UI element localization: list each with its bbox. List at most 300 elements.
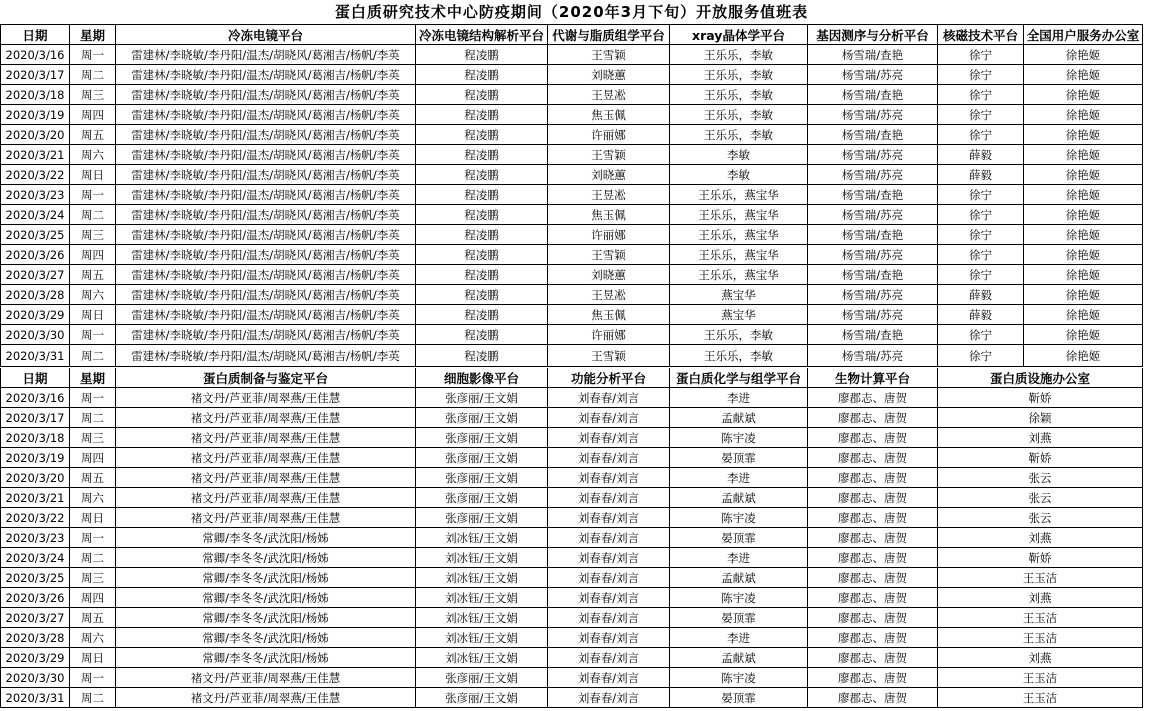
table-cell[interactable]: 褚文丹/芦亚菲/周翠燕/王佳慧 bbox=[116, 388, 416, 408]
lower-header-cell[interactable]: 功能分析平台 bbox=[548, 368, 670, 388]
table-cell[interactable]: 2020/3/19 bbox=[0, 105, 70, 125]
table-cell[interactable]: 陈宇凌 bbox=[670, 508, 808, 528]
table-cell[interactable]: 杨雪瑞/苏亮 bbox=[808, 345, 938, 367]
lower-header-cell[interactable]: 蛋白质设施办公室 bbox=[938, 368, 1143, 388]
table-cell[interactable]: 陈宇凌 bbox=[670, 668, 808, 688]
table-cell[interactable]: 王乐乐，李敏 bbox=[670, 85, 808, 105]
table-row bbox=[0, 668, 1143, 688]
table-cell[interactable]: 常卿/李冬冬/武沈阳/杨姊 bbox=[116, 608, 416, 628]
table-cell[interactable]: 焦玉佩 bbox=[548, 305, 670, 325]
table-cell[interactable]: 褚文丹/芦亚菲/周翠燕/王佳慧 bbox=[116, 428, 416, 448]
table-cell[interactable]: 王玉洁 bbox=[938, 628, 1143, 648]
table-cell[interactable]: 雷建林/李晓敏/李丹阳/温杰/胡晓风/葛湘吉/杨帆/李英 bbox=[116, 145, 416, 165]
table-cell[interactable]: 2020/3/29 bbox=[0, 305, 70, 325]
upper-header-cell[interactable]: 核磁技术平台 bbox=[938, 25, 1024, 45]
table-cell[interactable]: 张云 bbox=[938, 508, 1143, 528]
table-cell[interactable]: 徐艳姬 bbox=[1024, 145, 1143, 165]
table-cell[interactable]: 晏顶霏 bbox=[670, 608, 808, 628]
table-cell[interactable]: 刘春春/刘言 bbox=[548, 508, 670, 528]
table-cell[interactable]: 薛毅 bbox=[938, 145, 1024, 165]
table-cell[interactable]: 杨雪瑞/查艳 bbox=[808, 185, 938, 205]
table-cell[interactable]: 靳娇 bbox=[938, 548, 1143, 568]
table-cell[interactable]: 廖郡志、唐贺 bbox=[808, 628, 938, 648]
table-cell[interactable]: 周二 bbox=[70, 345, 116, 367]
table-cell[interactable]: 褚文丹/芦亚菲/周翠燕/王佳慧 bbox=[116, 668, 416, 688]
table-cell[interactable]: 周三 bbox=[70, 225, 116, 245]
table-cell[interactable]: 2020/3/26 bbox=[0, 245, 70, 265]
table-cell[interactable]: 晏顶霏 bbox=[670, 528, 808, 548]
table-cell[interactable]: 周五 bbox=[70, 468, 116, 488]
table-cell[interactable]: 刘冰钰/王文娟 bbox=[416, 548, 548, 568]
table-cell[interactable]: 徐艳姬 bbox=[1024, 225, 1143, 245]
lower-header-cell[interactable]: 生物计算平台 bbox=[808, 368, 938, 388]
table-cell[interactable]: 雷建林/李晓敏/李丹阳/温杰/胡晓风/葛湘吉/杨帆/李英 bbox=[116, 225, 416, 245]
table-cell[interactable]: 王乐乐，燕宝华 bbox=[670, 245, 808, 265]
table-cell[interactable]: 杨雪瑞/查艳 bbox=[808, 325, 938, 345]
table-cell[interactable]: 王雪颖 bbox=[548, 45, 670, 65]
table-cell[interactable]: 王乐乐，燕宝华 bbox=[670, 225, 808, 245]
table-cell[interactable]: 2020/3/18 bbox=[0, 85, 70, 105]
table-cell[interactable]: 徐宁 bbox=[938, 345, 1024, 367]
table-cell[interactable]: 刘冰钰/王文娟 bbox=[416, 568, 548, 588]
table-cell[interactable]: 2020/3/27 bbox=[0, 265, 70, 285]
upper-header-cell[interactable]: 日期 bbox=[0, 25, 70, 45]
table-cell[interactable]: 王乐乐，燕宝华 bbox=[670, 205, 808, 225]
table-cell[interactable]: 王昱凇 bbox=[548, 185, 670, 205]
table-cell[interactable]: 许丽娜 bbox=[548, 325, 670, 345]
table-cell[interactable]: 王乐乐，燕宝华 bbox=[670, 265, 808, 285]
table-cell[interactable]: 刘冰钰/王文娟 bbox=[416, 588, 548, 608]
table-cell[interactable]: 2020/3/20 bbox=[0, 468, 70, 488]
table-cell[interactable]: 常卿/李冬冬/武沈阳/杨姊 bbox=[116, 548, 416, 568]
table-cell[interactable]: 杨雪瑞/苏亮 bbox=[808, 105, 938, 125]
table-cell[interactable]: 雷建林/李晓敏/李丹阳/温杰/胡晓风/葛湘吉/杨帆/李英 bbox=[116, 245, 416, 265]
upper-header-cell[interactable]: 基因测序与分析平台 bbox=[808, 25, 938, 45]
table-cell[interactable]: 王雪颖 bbox=[548, 145, 670, 165]
table-cell[interactable]: 杨雪瑞/查艳 bbox=[808, 45, 938, 65]
table-cell[interactable]: 2020/3/31 bbox=[0, 345, 70, 367]
table-cell[interactable]: 刘春春/刘言 bbox=[548, 668, 670, 688]
table-cell[interactable]: 程凌鹏 bbox=[416, 105, 548, 125]
table-cell[interactable]: 刘春春/刘言 bbox=[548, 628, 670, 648]
table-cell[interactable]: 程凌鹏 bbox=[416, 325, 548, 345]
table-cell[interactable]: 雷建林/李晓敏/李丹阳/温杰/胡晓风/葛湘吉/杨帆/李英 bbox=[116, 325, 416, 345]
table-cell[interactable]: 廖郡志、唐贺 bbox=[808, 388, 938, 408]
table-cell[interactable]: 徐艳姬 bbox=[1024, 45, 1143, 65]
table-cell[interactable]: 王乐乐，李敏 bbox=[670, 325, 808, 345]
table-cell[interactable]: 周四 bbox=[70, 448, 116, 468]
table-cell[interactable]: 2020/3/25 bbox=[0, 225, 70, 245]
table-cell[interactable]: 周三 bbox=[70, 428, 116, 448]
table-cell[interactable]: 周日 bbox=[70, 165, 116, 185]
table-cell[interactable]: 徐宁 bbox=[938, 125, 1024, 145]
table-cell[interactable]: 廖郡志、唐贺 bbox=[808, 548, 938, 568]
table-cell[interactable]: 王玉洁 bbox=[938, 688, 1143, 708]
table-cell[interactable]: 晏顶霏 bbox=[670, 448, 808, 468]
table-cell[interactable]: 刘春春/刘言 bbox=[548, 408, 670, 428]
table-cell[interactable]: 王雪颖 bbox=[548, 345, 670, 367]
table-cell[interactable]: 徐艳姬 bbox=[1024, 125, 1143, 145]
table-row bbox=[0, 388, 1143, 408]
table-cell[interactable]: 廖郡志、唐贺 bbox=[808, 528, 938, 548]
table-row bbox=[0, 205, 1143, 225]
table-cell[interactable]: 刘春春/刘言 bbox=[548, 468, 670, 488]
table-cell[interactable]: 周日 bbox=[70, 305, 116, 325]
table-cell[interactable]: 靳娇 bbox=[938, 448, 1143, 468]
table-cell[interactable]: 徐艳姬 bbox=[1024, 325, 1143, 345]
table-cell[interactable]: 2020/3/25 bbox=[0, 568, 70, 588]
table-cell[interactable]: 徐宁 bbox=[938, 85, 1024, 105]
table-cell[interactable]: 刘燕 bbox=[938, 428, 1143, 448]
lower-header-cell[interactable]: 日期 bbox=[0, 368, 70, 388]
table-cell[interactable]: 2020/3/16 bbox=[0, 388, 70, 408]
table-row bbox=[0, 145, 1143, 165]
table-cell[interactable]: 周四 bbox=[70, 588, 116, 608]
sheet-title[interactable]: 蛋白质研究技术中心防疫期间（2020年3月下旬）开放服务值班表 bbox=[334, 3, 809, 21]
table-cell[interactable]: 刘春春/刘言 bbox=[548, 688, 670, 708]
table-cell[interactable]: 雷建林/李晓敏/李丹阳/温杰/胡晓风/葛湘吉/杨帆/李英 bbox=[116, 65, 416, 85]
table-cell[interactable]: 孟献斌 bbox=[670, 488, 808, 508]
table-cell[interactable]: 徐艳姬 bbox=[1024, 285, 1143, 305]
table-cell[interactable]: 周一 bbox=[70, 45, 116, 65]
table-cell[interactable]: 徐艳姬 bbox=[1024, 245, 1143, 265]
table-cell[interactable]: 刘春春/刘言 bbox=[548, 588, 670, 608]
table-cell[interactable]: 刘冰钰/王文娟 bbox=[416, 608, 548, 628]
table-cell[interactable]: 徐艳姬 bbox=[1024, 345, 1143, 367]
table-cell[interactable]: 徐宁 bbox=[938, 185, 1024, 205]
table-cell[interactable]: 2020/3/23 bbox=[0, 528, 70, 548]
table-cell[interactable]: 2020/3/30 bbox=[0, 325, 70, 345]
table-cell[interactable]: 常卿/李冬冬/武沈阳/杨姊 bbox=[116, 568, 416, 588]
table-cell[interactable]: 杨雪瑞/查艳 bbox=[808, 85, 938, 105]
table-cell[interactable]: 雷建林/李晓敏/李丹阳/温杰/胡晓风/葛湘吉/杨帆/李英 bbox=[116, 45, 416, 65]
table-cell[interactable]: 雷建林/李晓敏/李丹阳/温杰/胡晓风/葛湘吉/杨帆/李英 bbox=[116, 185, 416, 205]
table-cell[interactable]: 常卿/李冬冬/武沈阳/杨姊 bbox=[116, 588, 416, 608]
table-cell[interactable]: 焦玉佩 bbox=[548, 105, 670, 125]
table-cell[interactable]: 张彦丽/王文娟 bbox=[416, 488, 548, 508]
table-cell[interactable]: 雷建林/李晓敏/李丹阳/温杰/胡晓风/葛湘吉/杨帆/李英 bbox=[116, 285, 416, 305]
table-cell[interactable]: 杨雪瑞/苏亮 bbox=[808, 65, 938, 85]
table-cell[interactable]: 徐艳姬 bbox=[1024, 205, 1143, 225]
table-cell[interactable]: 徐宁 bbox=[938, 245, 1024, 265]
table-cell[interactable]: 周三 bbox=[70, 85, 116, 105]
table-cell[interactable]: 刘春春/刘言 bbox=[548, 548, 670, 568]
table-cell[interactable]: 周一 bbox=[70, 668, 116, 688]
table-cell[interactable]: 雷建林/李晓敏/李丹阳/温杰/胡晓风/葛湘吉/杨帆/李英 bbox=[116, 125, 416, 145]
table-cell[interactable]: 王玉洁 bbox=[938, 668, 1143, 688]
table-row bbox=[0, 448, 1143, 468]
table-cell[interactable]: 周一 bbox=[70, 185, 116, 205]
table-cell[interactable]: 刘春春/刘言 bbox=[548, 388, 670, 408]
table-cell[interactable]: 周六 bbox=[70, 628, 116, 648]
table-cell[interactable]: 2020/3/18 bbox=[0, 428, 70, 448]
table-cell[interactable]: 雷建林/李晓敏/李丹阳/温杰/胡晓风/葛湘吉/杨帆/李英 bbox=[116, 305, 416, 325]
table-cell[interactable]: 薛毅 bbox=[938, 305, 1024, 325]
table-cell[interactable]: 周二 bbox=[70, 65, 116, 85]
table-cell[interactable]: 廖郡志、唐贺 bbox=[808, 408, 938, 428]
table-cell[interactable]: 2020/3/17 bbox=[0, 408, 70, 428]
upper-header-cell[interactable]: xray晶体学平台 bbox=[670, 25, 808, 45]
table-cell[interactable]: 雷建林/李晓敏/李丹阳/温杰/胡晓风/葛湘吉/杨帆/李英 bbox=[116, 165, 416, 185]
table-cell[interactable]: 徐艳姬 bbox=[1024, 105, 1143, 125]
table-cell[interactable]: 徐艳姬 bbox=[1024, 185, 1143, 205]
table-row bbox=[0, 628, 1143, 648]
table-cell[interactable]: 焦玉佩 bbox=[548, 205, 670, 225]
table-cell[interactable]: 王乐乐，李敏 bbox=[670, 45, 808, 65]
table-row bbox=[0, 548, 1143, 568]
table-cell[interactable]: 周六 bbox=[70, 145, 116, 165]
upper-header-cell[interactable]: 全国用户服务办公室 bbox=[1024, 25, 1143, 45]
table-cell[interactable]: 程凌鹏 bbox=[416, 165, 548, 185]
table-cell[interactable]: 廖郡志、唐贺 bbox=[808, 688, 938, 708]
table-cell[interactable]: 2020/3/17 bbox=[0, 65, 70, 85]
table-cell[interactable]: 程凌鹏 bbox=[416, 145, 548, 165]
table-cell[interactable]: 刘春春/刘言 bbox=[548, 648, 670, 668]
table-cell[interactable]: 徐宁 bbox=[938, 325, 1024, 345]
table-cell[interactable]: 刘春春/刘言 bbox=[548, 448, 670, 468]
table-cell[interactable]: 程凌鹏 bbox=[416, 185, 548, 205]
table-cell[interactable]: 徐宁 bbox=[938, 45, 1024, 65]
table-cell[interactable]: 廖郡志、唐贺 bbox=[808, 468, 938, 488]
table-cell[interactable]: 周五 bbox=[70, 265, 116, 285]
table-cell[interactable]: 2020/3/31 bbox=[0, 688, 70, 708]
table-cell[interactable]: 徐宁 bbox=[938, 205, 1024, 225]
table-row bbox=[0, 648, 1143, 668]
table-cell[interactable]: 刘春春/刘言 bbox=[548, 428, 670, 448]
table-cell[interactable]: 程凌鹏 bbox=[416, 345, 548, 367]
table-cell[interactable]: 李敏 bbox=[670, 165, 808, 185]
table-cell[interactable]: 周五 bbox=[70, 125, 116, 145]
table-cell[interactable]: 王乐乐，李敏 bbox=[670, 345, 808, 367]
table-cell[interactable]: 陈宇凌 bbox=[670, 428, 808, 448]
table-cell[interactable]: 徐艳姬 bbox=[1024, 85, 1143, 105]
table-cell[interactable]: 王乐乐，李敏 bbox=[670, 125, 808, 145]
table-cell[interactable]: 杨雪瑞/苏亮 bbox=[808, 245, 938, 265]
table-cell[interactable]: 程凌鹏 bbox=[416, 205, 548, 225]
table-cell[interactable]: 许丽娜 bbox=[548, 125, 670, 145]
table-cell[interactable]: 2020/3/16 bbox=[0, 45, 70, 65]
table-cell[interactable]: 王玉洁 bbox=[938, 568, 1143, 588]
table-cell[interactable]: 张彦丽/王文娟 bbox=[416, 428, 548, 448]
table-cell[interactable]: 褚文丹/芦亚菲/周翠燕/王佳慧 bbox=[116, 488, 416, 508]
table-cell[interactable]: 王乐乐，燕宝华 bbox=[670, 185, 808, 205]
table-cell[interactable]: 张云 bbox=[938, 468, 1143, 488]
table-cell[interactable]: 雷建林/李晓敏/李丹阳/温杰/胡晓风/葛湘吉/杨帆/李英 bbox=[116, 265, 416, 285]
table-cell[interactable]: 徐艳姬 bbox=[1024, 165, 1143, 185]
table-cell[interactable]: 张彦丽/王文娟 bbox=[416, 668, 548, 688]
table-cell[interactable]: 刘春春/刘言 bbox=[548, 528, 670, 548]
table-cell[interactable]: 靳娇 bbox=[938, 388, 1143, 408]
table-cell[interactable]: 2020/3/29 bbox=[0, 648, 70, 668]
upper-header-cell[interactable]: 冷冻电镜结构解析平台 bbox=[416, 25, 548, 45]
table-cell[interactable]: 张云 bbox=[938, 488, 1143, 508]
table-cell[interactable]: 雷建林/李晓敏/李丹阳/温杰/胡晓风/葛湘吉/杨帆/李英 bbox=[116, 345, 416, 367]
table-cell[interactable]: 周二 bbox=[70, 205, 116, 225]
table-cell[interactable]: 褚文丹/芦亚菲/周翠燕/王佳慧 bbox=[116, 408, 416, 428]
table-cell[interactable]: 2020/3/24 bbox=[0, 205, 70, 225]
table-cell[interactable]: 廖郡志、唐贺 bbox=[808, 448, 938, 468]
table-cell[interactable]: 廖郡志、唐贺 bbox=[808, 588, 938, 608]
table-cell[interactable]: 杨雪瑞/苏亮 bbox=[808, 145, 938, 165]
lower-header-cell[interactable]: 星期 bbox=[70, 368, 116, 388]
upper-header-cell[interactable]: 代谢与脂质组学平台 bbox=[548, 25, 670, 45]
table-cell[interactable]: 程凌鹏 bbox=[416, 85, 548, 105]
table-cell[interactable]: 褚文丹/芦亚菲/周翠燕/王佳慧 bbox=[116, 468, 416, 488]
table-cell[interactable]: 刘冰钰/王文娟 bbox=[416, 628, 548, 648]
table-cell[interactable]: 2020/3/30 bbox=[0, 668, 70, 688]
table-cell[interactable]: 孟献斌 bbox=[670, 648, 808, 668]
table-cell[interactable]: 廖郡志、唐贺 bbox=[808, 568, 938, 588]
table-cell[interactable]: 周日 bbox=[70, 648, 116, 668]
table-cell[interactable]: 雷建林/李晓敏/李丹阳/温杰/胡晓风/葛湘吉/杨帆/李英 bbox=[116, 205, 416, 225]
table-cell[interactable]: 王玉洁 bbox=[938, 608, 1143, 628]
table-cell[interactable]: 程凌鹏 bbox=[416, 305, 548, 325]
table-cell[interactable]: 周一 bbox=[70, 388, 116, 408]
table-cell[interactable]: 刘燕 bbox=[938, 528, 1143, 548]
table-cell[interactable]: 刘春春/刘言 bbox=[548, 568, 670, 588]
table-cell[interactable]: 2020/3/26 bbox=[0, 588, 70, 608]
table-cell[interactable]: 徐艳姬 bbox=[1024, 265, 1143, 285]
table-cell[interactable]: 李敏 bbox=[670, 145, 808, 165]
table-cell[interactable]: 2020/3/21 bbox=[0, 488, 70, 508]
table-cell[interactable]: 杨雪瑞/查艳 bbox=[808, 265, 938, 285]
table-cell[interactable]: 刘晓蕙 bbox=[548, 265, 670, 285]
table-cell[interactable]: 褚文丹/芦亚菲/周翠燕/王佳慧 bbox=[116, 508, 416, 528]
table-cell[interactable]: 周三 bbox=[70, 568, 116, 588]
table-cell[interactable]: 张彦丽/王文娟 bbox=[416, 688, 548, 708]
lower-header-cell[interactable]: 蛋白质化学与组学平台 bbox=[670, 368, 808, 388]
table-cell[interactable]: 2020/3/22 bbox=[0, 508, 70, 528]
table-cell[interactable]: 杨雪瑞/苏亮 bbox=[808, 305, 938, 325]
table-cell[interactable]: 周六 bbox=[70, 488, 116, 508]
table-cell[interactable]: 刘晓蕙 bbox=[548, 65, 670, 85]
table-cell[interactable]: 周六 bbox=[70, 285, 116, 305]
table-cell[interactable]: 刘燕 bbox=[938, 648, 1143, 668]
table-cell[interactable]: 杨雪瑞/苏亮 bbox=[808, 205, 938, 225]
table-row bbox=[0, 85, 1143, 105]
table-cell[interactable]: 徐艳姬 bbox=[1024, 305, 1143, 325]
table-cell[interactable]: 刘春春/刘言 bbox=[548, 608, 670, 628]
table-cell[interactable]: 廖郡志、唐贺 bbox=[808, 648, 938, 668]
table-cell[interactable]: 2020/3/20 bbox=[0, 125, 70, 145]
table-cell[interactable]: 2020/3/22 bbox=[0, 165, 70, 185]
table-cell[interactable]: 程凌鹏 bbox=[416, 285, 548, 305]
table-cell[interactable]: 廖郡志、唐贺 bbox=[808, 668, 938, 688]
table-cell[interactable]: 刘晓蕙 bbox=[548, 165, 670, 185]
table-cell[interactable]: 周二 bbox=[70, 688, 116, 708]
table-cell[interactable]: 周五 bbox=[70, 608, 116, 628]
table-cell[interactable]: 程凌鹏 bbox=[416, 225, 548, 245]
table-cell[interactable]: 廖郡志、唐贺 bbox=[808, 608, 938, 628]
table-cell[interactable]: 2020/3/23 bbox=[0, 185, 70, 205]
table-cell[interactable]: 雷建林/李晓敏/李丹阳/温杰/胡晓风/葛湘吉/杨帆/李英 bbox=[116, 105, 416, 125]
table-cell[interactable]: 张彦丽/王文娟 bbox=[416, 388, 548, 408]
table-cell[interactable]: 周四 bbox=[70, 245, 116, 265]
table-cell[interactable]: 王昱凇 bbox=[548, 85, 670, 105]
table-cell[interactable]: 李进 bbox=[670, 628, 808, 648]
table-cell[interactable]: 晏顶霏 bbox=[670, 688, 808, 708]
table-cell[interactable]: 常卿/李冬冬/武沈阳/杨姊 bbox=[116, 628, 416, 648]
table-cell[interactable]: 徐颖 bbox=[938, 408, 1143, 428]
table-cell[interactable]: 张彦丽/王文娟 bbox=[416, 468, 548, 488]
table-cell[interactable]: 李进 bbox=[670, 548, 808, 568]
table-cell[interactable]: 徐宁 bbox=[938, 265, 1024, 285]
table-cell[interactable]: 徐宁 bbox=[938, 225, 1024, 245]
table-cell[interactable]: 徐宁 bbox=[938, 105, 1024, 125]
table-cell[interactable]: 2020/3/24 bbox=[0, 548, 70, 568]
table-cell[interactable]: 廖郡志、唐贺 bbox=[808, 508, 938, 528]
table-cell[interactable]: 2020/3/27 bbox=[0, 608, 70, 628]
upper-header-cell[interactable]: 冷冻电镜平台 bbox=[116, 25, 416, 45]
table-cell[interactable]: 杨雪瑞/查艳 bbox=[808, 125, 938, 145]
table-cell[interactable]: 张彦丽/王文娟 bbox=[416, 448, 548, 468]
table-cell[interactable]: 孟献斌 bbox=[670, 568, 808, 588]
table-cell[interactable]: 周二 bbox=[70, 548, 116, 568]
table-cell[interactable]: 周一 bbox=[70, 325, 116, 345]
table-cell[interactable]: 杨雪瑞/苏亮 bbox=[808, 285, 938, 305]
table-cell[interactable]: 周日 bbox=[70, 508, 116, 528]
table-cell[interactable]: 常卿/李冬冬/武沈阳/杨姊 bbox=[116, 528, 416, 548]
table-cell[interactable]: 周二 bbox=[70, 408, 116, 428]
table-cell[interactable]: 刘冰钰/王文娟 bbox=[416, 528, 548, 548]
table-cell[interactable]: 程凌鹏 bbox=[416, 65, 548, 85]
table-cell[interactable]: 雷建林/李晓敏/李丹阳/温杰/胡晓风/葛湘吉/杨帆/李英 bbox=[116, 85, 416, 105]
table-cell[interactable]: 廖郡志、唐贺 bbox=[808, 428, 938, 448]
table-cell[interactable]: 周四 bbox=[70, 105, 116, 125]
table-cell[interactable]: 2020/3/19 bbox=[0, 448, 70, 468]
table-cell[interactable]: 刘春春/刘言 bbox=[548, 488, 670, 508]
table-cell[interactable]: 常卿/李冬冬/武沈阳/杨姊 bbox=[116, 648, 416, 668]
table-cell[interactable]: 刘燕 bbox=[938, 588, 1143, 608]
table-cell[interactable]: 薛毅 bbox=[938, 165, 1024, 185]
lower-header-cell[interactable]: 蛋白质制备与鉴定平台 bbox=[116, 368, 416, 388]
table-cell[interactable]: 王乐乐，李敏 bbox=[670, 105, 808, 125]
table-cell[interactable]: 王雪颖 bbox=[548, 245, 670, 265]
table-cell[interactable]: 燕宝华 bbox=[670, 285, 808, 305]
table-cell[interactable]: 杨雪瑞/苏亮 bbox=[808, 165, 938, 185]
table-cell[interactable]: 孟献斌 bbox=[670, 408, 808, 428]
table-cell[interactable]: 程凌鹏 bbox=[416, 125, 548, 145]
table-cell[interactable]: 张彦丽/王文娟 bbox=[416, 508, 548, 528]
table-cell[interactable]: 刘冰钰/王文娟 bbox=[416, 648, 548, 668]
table-cell[interactable]: 程凌鹏 bbox=[416, 245, 548, 265]
table-cell[interactable]: 王昱凇 bbox=[548, 285, 670, 305]
table-cell[interactable]: 程凌鹏 bbox=[416, 265, 548, 285]
table-cell[interactable]: 许丽娜 bbox=[548, 225, 670, 245]
table-cell[interactable]: 褚文丹/芦亚菲/周翠燕/王佳慧 bbox=[116, 448, 416, 468]
table-cell[interactable]: 徐艳姬 bbox=[1024, 65, 1143, 85]
table-cell[interactable]: 周一 bbox=[70, 528, 116, 548]
lower-header-cell[interactable]: 细胞影像平台 bbox=[416, 368, 548, 388]
table-cell[interactable]: 陈宇凌 bbox=[670, 588, 808, 608]
table-cell[interactable]: 李进 bbox=[670, 468, 808, 488]
table-cell[interactable]: 杨雪瑞/查艳 bbox=[808, 225, 938, 245]
table-cell[interactable]: 廖郡志、唐贺 bbox=[808, 488, 938, 508]
table-cell[interactable]: 徐宁 bbox=[938, 65, 1024, 85]
table-cell[interactable]: 李进 bbox=[670, 388, 808, 408]
table-cell[interactable]: 燕宝华 bbox=[670, 305, 808, 325]
table-row bbox=[0, 305, 1143, 325]
table-cell[interactable]: 张彦丽/王文娟 bbox=[416, 408, 548, 428]
upper-header-cell[interactable]: 星期 bbox=[70, 25, 116, 45]
table-cell[interactable]: 程凌鹏 bbox=[416, 45, 548, 65]
table-cell[interactable]: 王乐乐，李敏 bbox=[670, 65, 808, 85]
table-cell[interactable]: 2020/3/28 bbox=[0, 628, 70, 648]
table-cell[interactable]: 2020/3/28 bbox=[0, 285, 70, 305]
table-cell[interactable]: 2020/3/21 bbox=[0, 145, 70, 165]
table-cell[interactable]: 褚文丹/芦亚菲/周翠燕/王佳慧 bbox=[116, 688, 416, 708]
table-cell[interactable]: 薛毅 bbox=[938, 285, 1024, 305]
